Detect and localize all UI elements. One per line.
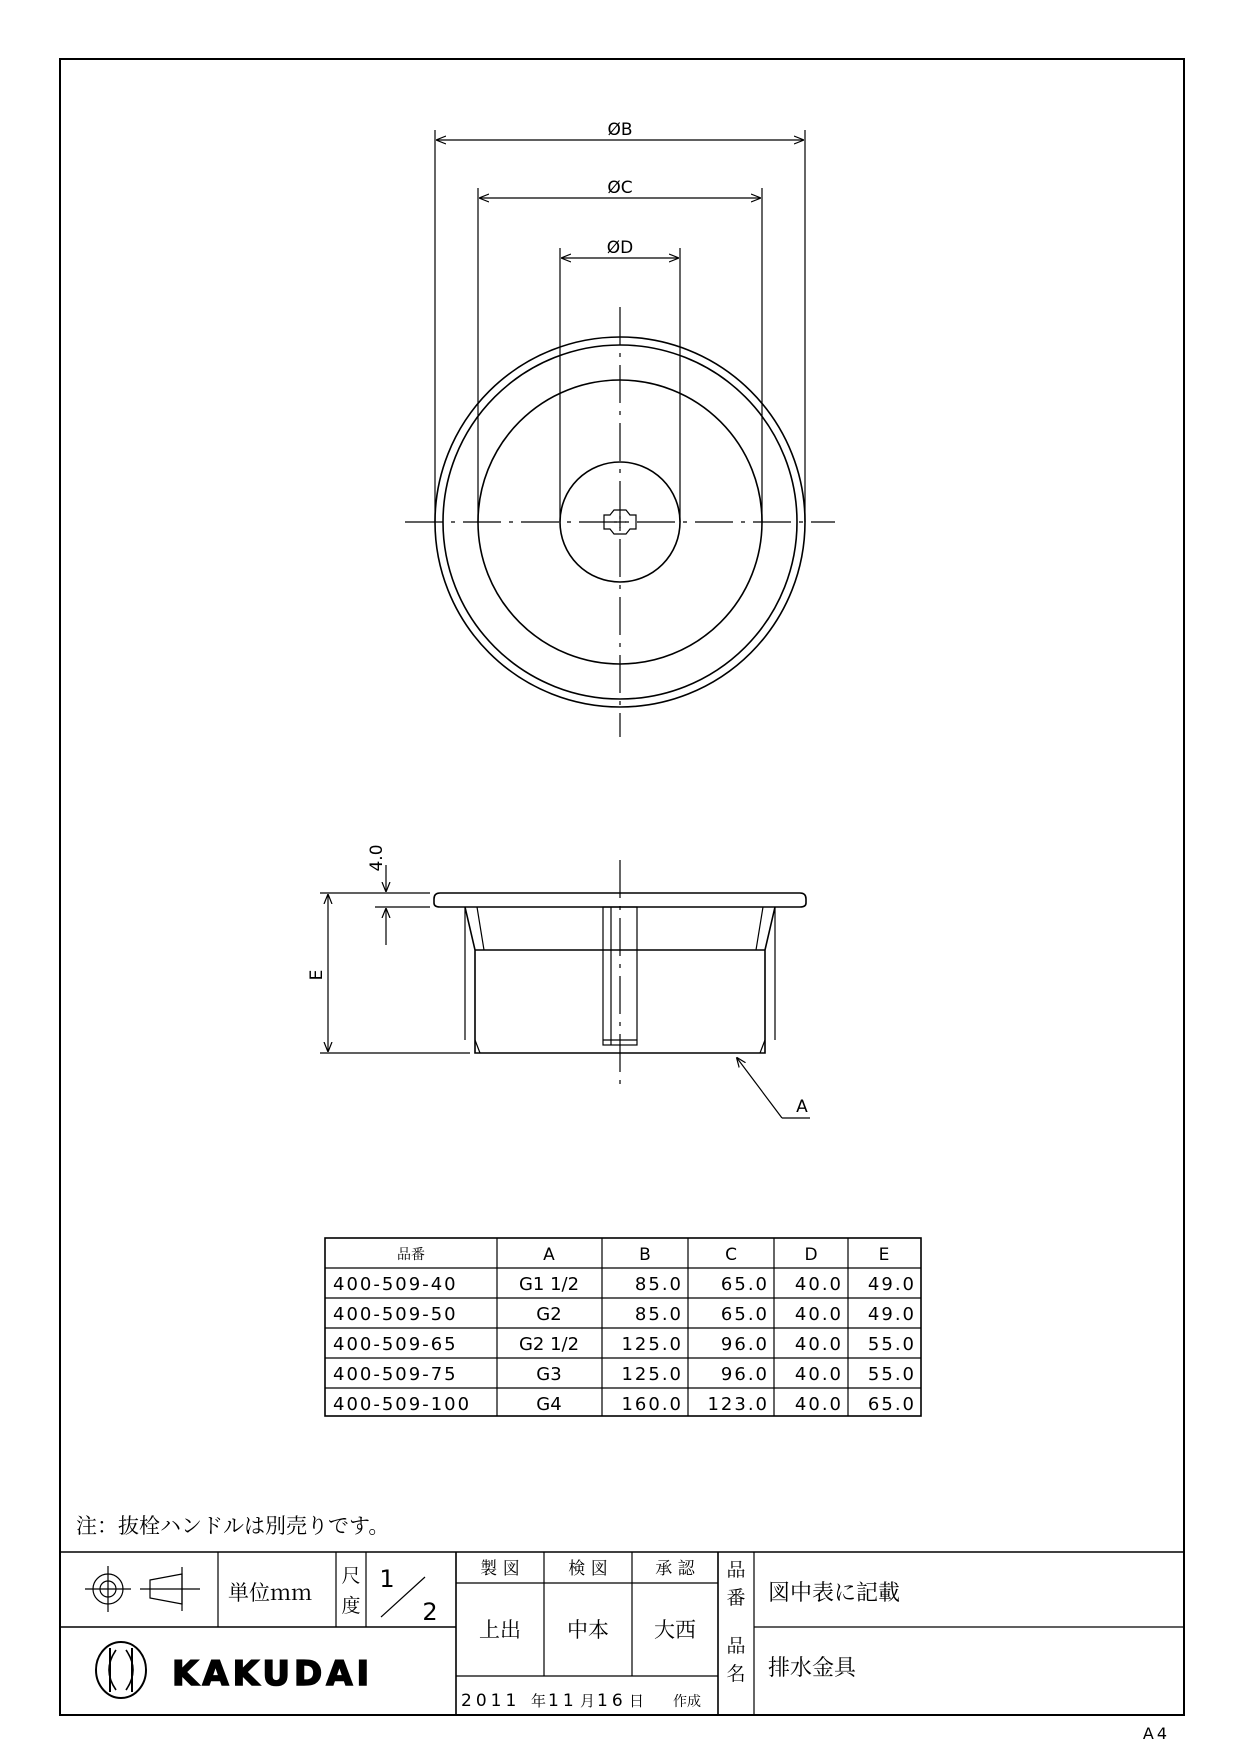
table-cell: 85.0 bbox=[634, 1274, 683, 1295]
paper-size: A4 bbox=[1142, 1724, 1170, 1743]
title-block bbox=[60, 1552, 1184, 1715]
company-name: KAKUDAI bbox=[172, 1654, 374, 1694]
part-no-label: 番 bbox=[726, 1587, 746, 1609]
part-no-value: 図中表に記載 bbox=[768, 1581, 901, 1606]
table-cell: 125.0 bbox=[621, 1334, 683, 1355]
table-header: A bbox=[543, 1245, 555, 1265]
table-cell: 65.0 bbox=[720, 1304, 769, 1325]
table-cell: 65.0 bbox=[867, 1394, 916, 1415]
note-text: 注：抜栓ハンドルは別売りです。 bbox=[76, 1514, 390, 1538]
table-cell: G4 bbox=[536, 1394, 562, 1415]
approved-by: 大西 bbox=[654, 1618, 696, 1642]
table-cell: 400-509-65 bbox=[333, 1334, 458, 1355]
table-cell: G3 bbox=[536, 1364, 562, 1385]
leader-label-a: A bbox=[796, 1097, 808, 1117]
table-header: B bbox=[639, 1245, 651, 1265]
table-cell: 40.0 bbox=[794, 1274, 843, 1295]
table-cell: 40.0 bbox=[794, 1394, 843, 1415]
scale-numerator: 1 bbox=[379, 1565, 395, 1593]
table-header: C bbox=[725, 1245, 737, 1265]
side-view bbox=[307, 844, 810, 1118]
scale-label: 度 bbox=[341, 1595, 361, 1617]
approved-label: 承 認 bbox=[655, 1559, 695, 1579]
kakudai-logo-icon bbox=[96, 1642, 146, 1698]
table-cell: G2 bbox=[536, 1304, 562, 1325]
table-cell: G1 1/2 bbox=[518, 1274, 580, 1295]
part-no-label: 品 bbox=[726, 1559, 746, 1581]
date-year-unit: 年 bbox=[531, 1692, 547, 1710]
table-cell: 49.0 bbox=[867, 1304, 916, 1325]
date-year: 2011 bbox=[461, 1691, 521, 1711]
date-day-unit: 日 bbox=[629, 1692, 645, 1710]
table-cell: 85.0 bbox=[634, 1304, 683, 1325]
leader-a bbox=[737, 1058, 782, 1118]
part-name-value: 排水金具 bbox=[768, 1656, 857, 1681]
table-cell: G2 1/2 bbox=[518, 1334, 580, 1355]
date-suffix: 作成 bbox=[673, 1694, 701, 1710]
table-header: D bbox=[804, 1245, 818, 1265]
dim-label-c: ØC bbox=[607, 178, 633, 198]
table-cell: 96.0 bbox=[720, 1334, 769, 1355]
drawn-label: 製 図 bbox=[480, 1559, 520, 1579]
scale-denominator: 2 bbox=[422, 1598, 438, 1626]
table-cell: 125.0 bbox=[621, 1364, 683, 1385]
dim-label-b: ØB bbox=[607, 120, 633, 140]
part-name-label: 名 bbox=[726, 1663, 746, 1685]
table-cell: 65.0 bbox=[720, 1274, 769, 1295]
table-cell: 96.0 bbox=[720, 1364, 769, 1385]
checked-by: 中本 bbox=[567, 1618, 609, 1642]
table-cell: 40.0 bbox=[794, 1334, 843, 1355]
table-cell: 49.0 bbox=[867, 1274, 916, 1295]
table-cell: 123.0 bbox=[707, 1394, 769, 1415]
table-cell: 400-509-50 bbox=[333, 1304, 458, 1325]
checked-label: 検 図 bbox=[568, 1559, 608, 1579]
table-cell: 40.0 bbox=[794, 1364, 843, 1385]
unit-label: 単位ｍｍ bbox=[228, 1581, 312, 1605]
dim-label-e: E bbox=[307, 969, 327, 981]
table-cell: 160.0 bbox=[621, 1394, 683, 1415]
scale-label: 尺 bbox=[341, 1565, 361, 1587]
third-angle-projection-icon bbox=[85, 1566, 200, 1612]
drawn-by: 上出 bbox=[479, 1618, 521, 1642]
table-cell: 400-509-100 bbox=[333, 1394, 472, 1415]
dim-label-d: ØD bbox=[606, 238, 634, 258]
drawing-frame bbox=[60, 59, 1184, 1715]
table-cell: 400-509-75 bbox=[333, 1364, 458, 1385]
date-month-unit: 月 bbox=[580, 1692, 596, 1710]
table-header: E bbox=[878, 1245, 890, 1265]
table-cell: 55.0 bbox=[867, 1364, 916, 1385]
part-name-label: 品 bbox=[726, 1635, 746, 1657]
date-month: 11 bbox=[548, 1691, 578, 1711]
date-day: 16 bbox=[597, 1691, 627, 1711]
top-view bbox=[405, 120, 835, 737]
table-cell: 55.0 bbox=[867, 1334, 916, 1355]
table-cell: 40.0 bbox=[794, 1304, 843, 1325]
dim-label-flange: 4.0 bbox=[367, 844, 387, 872]
table-header: 品番 bbox=[397, 1247, 425, 1263]
table-cell: 400-509-40 bbox=[333, 1274, 458, 1295]
spec-table bbox=[325, 1238, 921, 1416]
